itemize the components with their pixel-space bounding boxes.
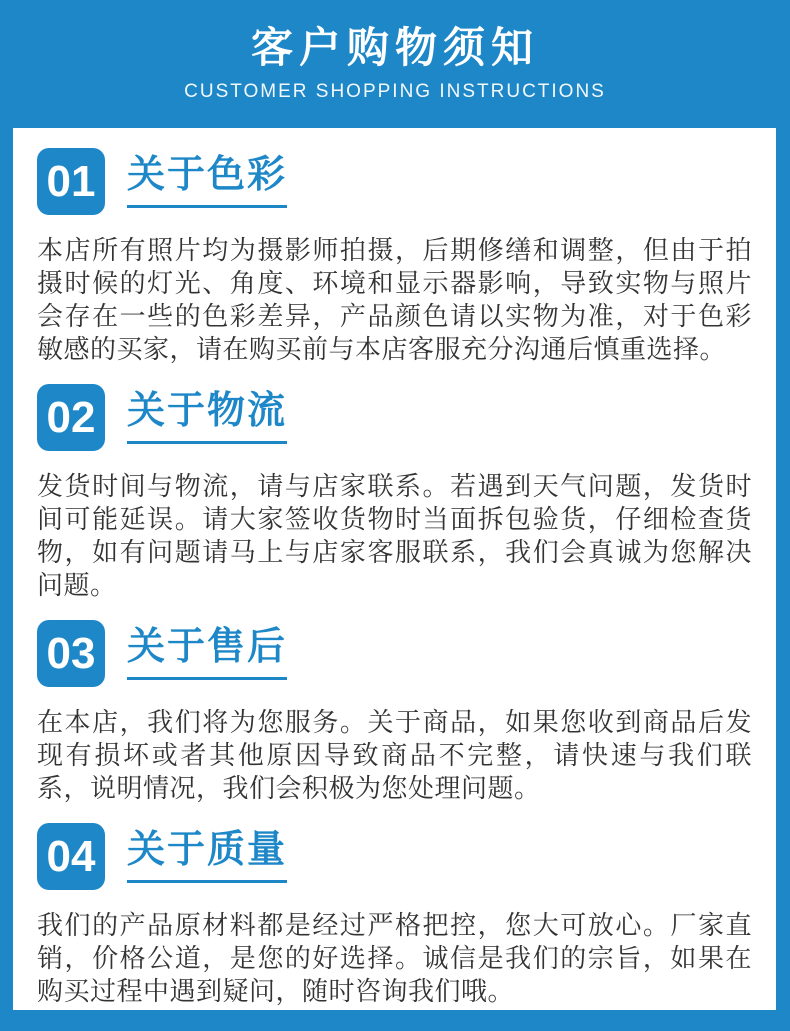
title-underline-rule [127, 677, 287, 680]
title-underline-rule [127, 880, 287, 883]
section-title: 关于色彩 [127, 153, 288, 196]
section-color [37, 148, 752, 366]
section-body-text: 我们的产品原材料都是经过严格把控，您大可放心。厂家直销，价格公道，是您的好选择。诚信是我们的宗旨，如果在购买过程中遇到疑问，随时咨询我们哦。 [37, 910, 752, 1006]
section-body-text: 在本店，我们将为您服务。关于商品，如果您收到商品后发现有损坏或者其他原因导致商品不完整，请快速与我们联系，说明情况，我们会积极为您处理问题。 [37, 707, 752, 803]
section-title: 关于物流 [127, 389, 288, 432]
section-title-wrap [127, 391, 287, 445]
section-after-sales [37, 620, 752, 805]
section-logistics [37, 384, 752, 602]
section-number-badge: 04 [37, 823, 105, 890]
section-body-text: 发货时间与物流，请与店家联系。若遇到天气问题，发货时间可能延误。请大家签收货物时当面拆包验货，仔细检查货物，如有问题请马上与店家客服联系，我们会真诚为您解决问题。 [37, 471, 752, 600]
section-body-text: 本店所有照片均为摄影师拍摄，后期修缮和调整，但由于拍摄时候的灯光、角度、环境和显示器影响，导致实物与照片会存在一些的色彩差异，产品颜色请以实物为准，对于色彩敏感的买家，请在购买前与本店客服充分沟通后慎重选择。 [37, 235, 752, 364]
section-number-badge: 02 [37, 384, 105, 451]
section-quality-header [37, 823, 752, 890]
section-after-sales-header [37, 620, 752, 687]
page-subtitle: CUSTOMER SHOPPING INSTRUCTIONS [184, 80, 606, 102]
content-card [13, 128, 776, 1010]
section-color-header [37, 148, 752, 215]
section-title-wrap [127, 830, 287, 884]
section-title-wrap [127, 155, 287, 209]
section-title-wrap [127, 627, 287, 681]
section-title: 关于质量 [127, 828, 288, 871]
section-quality [37, 823, 752, 1008]
page-title: 客户购物须知 [250, 24, 539, 72]
section-logistics-header [37, 384, 752, 451]
header-banner [0, 0, 790, 128]
section-number-badge: 01 [37, 148, 105, 215]
title-underline-rule [127, 205, 287, 208]
section-title: 关于售后 [127, 625, 288, 668]
title-underline-rule [127, 441, 287, 444]
section-number-badge: 03 [37, 620, 105, 687]
